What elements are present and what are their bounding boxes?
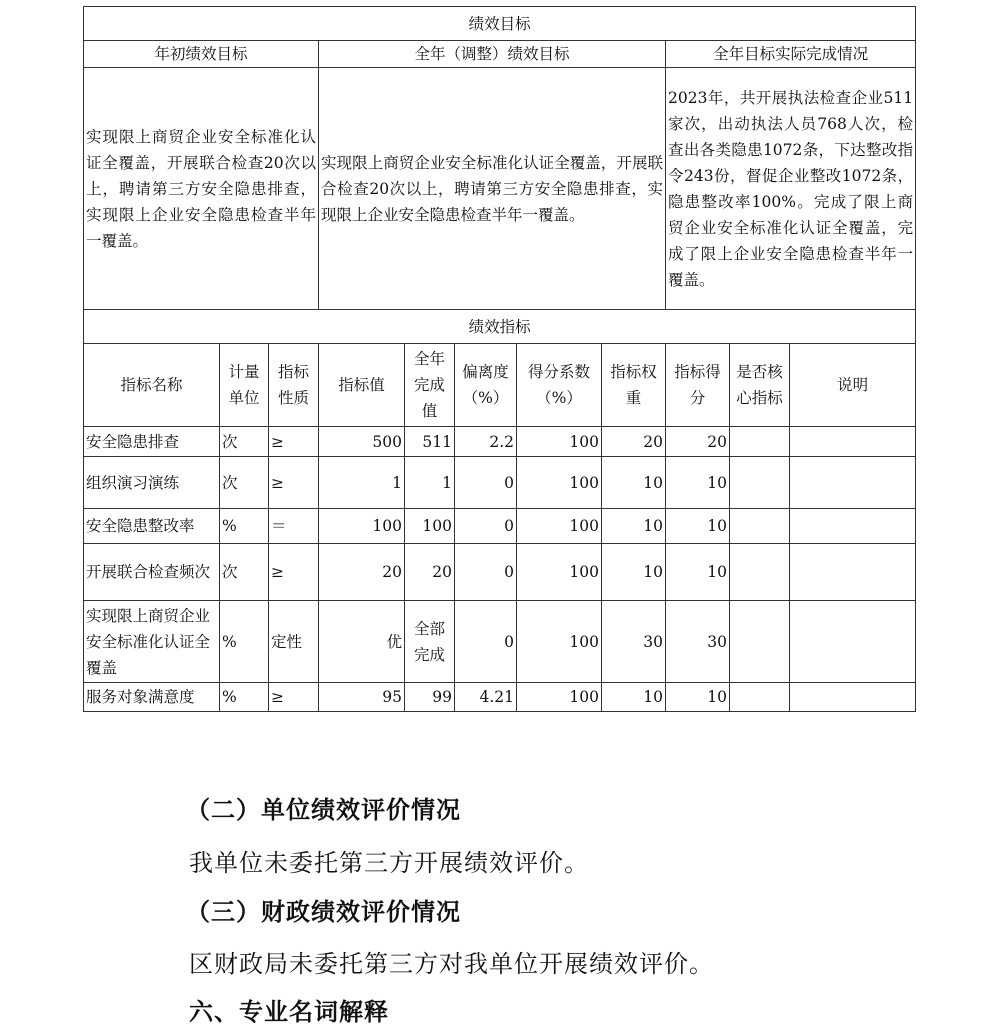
deviation: 0 xyxy=(455,457,517,509)
core-indicator xyxy=(730,509,790,544)
target-value: 1 xyxy=(319,457,405,509)
score-coefficient: 100 xyxy=(517,457,602,509)
indicator-name: 安全隐患排查 xyxy=(84,427,220,457)
nature: ≥ xyxy=(269,683,319,712)
indicator-name: 实现限上商贸企业安全标准化认证全覆盖 xyxy=(84,601,220,683)
actual-completion-content: 2023年，共开展执法检查企业511家次，出动执法人员768人次，检查出各类隐患1072条，下达整改指令243份，督促企业整改1072条，隐患整改率100%。完成了限上商贸企业安全标准化认证全覆盖，完成了限上企业安全隐患检查半年一覆盖。 xyxy=(668,88,914,289)
unit: 次 xyxy=(220,457,269,509)
header-score-coefficient: 得分系数（%） xyxy=(517,344,602,427)
header-core-indicator: 是否核心指标 xyxy=(730,344,790,427)
weight: 20 xyxy=(602,427,666,457)
score-coefficient: 100 xyxy=(517,427,602,457)
actual-value: 511 xyxy=(405,427,455,457)
actual-value: 1 xyxy=(405,457,455,509)
deviation: 2.2 xyxy=(455,427,517,457)
adjusted-target-header: 全年（调整）绩效目标 xyxy=(319,41,666,68)
actual-completion-text xyxy=(666,68,916,310)
section-heading-terminology: 六、专业名词解释 xyxy=(189,998,389,1026)
score-coefficient: 100 xyxy=(517,544,602,601)
target-value: 500 xyxy=(319,427,405,457)
section-heading-finance-evaluation: （三）财政绩效评价情况 xyxy=(186,898,461,926)
core-indicator xyxy=(730,544,790,601)
goals-section-title: 绩效目标 xyxy=(84,7,916,41)
nature: ＝ xyxy=(269,509,319,544)
header-target-value: 指标值 xyxy=(319,344,405,427)
table-row xyxy=(84,457,916,509)
paragraph-unit-evaluation: 我单位未委托第三方开展绩效评价。 xyxy=(189,849,589,877)
deviation: 0 xyxy=(455,544,517,601)
nature: 定性 xyxy=(269,601,319,683)
target-value: 95 xyxy=(319,683,405,712)
nature: ≥ xyxy=(269,427,319,457)
score-coefficient: 100 xyxy=(517,601,602,683)
remarks xyxy=(790,544,916,601)
deviation: 4.21 xyxy=(455,683,517,712)
actual-value: 全部完成 xyxy=(405,601,455,683)
header-indicator-name: 指标名称 xyxy=(84,344,220,427)
indicator-name: 安全隐患整改率 xyxy=(84,509,220,544)
initial-target-text xyxy=(84,68,319,310)
table-row xyxy=(84,601,916,683)
score-coefficient: 100 xyxy=(517,509,602,544)
initial-target-content: 实现限上商贸企业安全标准化认证全覆盖，开展联合检查20次以上，聘请第三方安全隐患排查，实现限上企业安全隐患检查半年一覆盖。 xyxy=(86,127,316,250)
actual-value: 99 xyxy=(405,683,455,712)
section-heading-unit-evaluation: （二）单位绩效评价情况 xyxy=(186,796,461,824)
adjusted-target-text xyxy=(319,68,666,310)
indicator-name: 组织演习演练 xyxy=(84,457,220,509)
unit: 次 xyxy=(220,544,269,601)
remarks xyxy=(790,601,916,683)
weight: 10 xyxy=(602,457,666,509)
remarks xyxy=(790,427,916,457)
weight: 10 xyxy=(602,683,666,712)
indicator-name: 服务对象满意度 xyxy=(84,683,220,712)
core-indicator xyxy=(730,427,790,457)
header-score: 指标得分 xyxy=(666,344,730,427)
score-coefficient: 100 xyxy=(517,683,602,712)
header-actual-value: 全年完成值 xyxy=(405,344,455,427)
score: 30 xyxy=(666,601,730,683)
performance-table xyxy=(83,6,916,712)
header-nature: 指标性质 xyxy=(269,344,319,427)
actual-completion-header: 全年目标实际完成情况 xyxy=(666,41,916,68)
unit: % xyxy=(220,509,269,544)
remarks xyxy=(790,457,916,509)
initial-target-header: 年初绩效目标 xyxy=(84,41,319,68)
core-indicator xyxy=(730,601,790,683)
remarks xyxy=(790,683,916,712)
table-row xyxy=(84,509,916,544)
weight: 10 xyxy=(602,509,666,544)
target-value: 100 xyxy=(319,509,405,544)
target-value: 20 xyxy=(319,544,405,601)
weight: 30 xyxy=(602,601,666,683)
remarks xyxy=(790,509,916,544)
table-row xyxy=(84,683,916,712)
target-value: 优 xyxy=(319,601,405,683)
score: 10 xyxy=(666,683,730,712)
unit: 次 xyxy=(220,427,269,457)
weight: 10 xyxy=(602,544,666,601)
unit: % xyxy=(220,683,269,712)
nature: ≥ xyxy=(269,457,319,509)
unit: % xyxy=(220,601,269,683)
actual-value: 20 xyxy=(405,544,455,601)
indicator-name: 开展联合检查频次 xyxy=(84,544,220,601)
score: 20 xyxy=(666,427,730,457)
paragraph-finance-evaluation: 区财政局未委托第三方对我单位开展绩效评价。 xyxy=(189,950,714,978)
score: 10 xyxy=(666,509,730,544)
table-row xyxy=(84,427,916,457)
core-indicator xyxy=(730,683,790,712)
deviation: 0 xyxy=(455,509,517,544)
indicators-section-title: 绩效指标 xyxy=(84,310,916,344)
actual-value: 100 xyxy=(405,509,455,544)
deviation: 0 xyxy=(455,601,517,683)
adjusted-target-content: 实现限上商贸企业安全标准化认证全覆盖，开展联合检查20次以上，聘请第三方安全隐患排查，实现限上企业安全隐患检查半年一覆盖。 xyxy=(321,153,663,224)
nature: ≥ xyxy=(269,544,319,601)
header-deviation: 偏离度（%） xyxy=(455,344,517,427)
score: 10 xyxy=(666,544,730,601)
table-row xyxy=(84,544,916,601)
header-remarks: 说明 xyxy=(790,344,916,427)
score: 10 xyxy=(666,457,730,509)
core-indicator xyxy=(730,457,790,509)
header-weight: 指标权重 xyxy=(602,344,666,427)
header-unit: 计量单位 xyxy=(220,344,269,427)
